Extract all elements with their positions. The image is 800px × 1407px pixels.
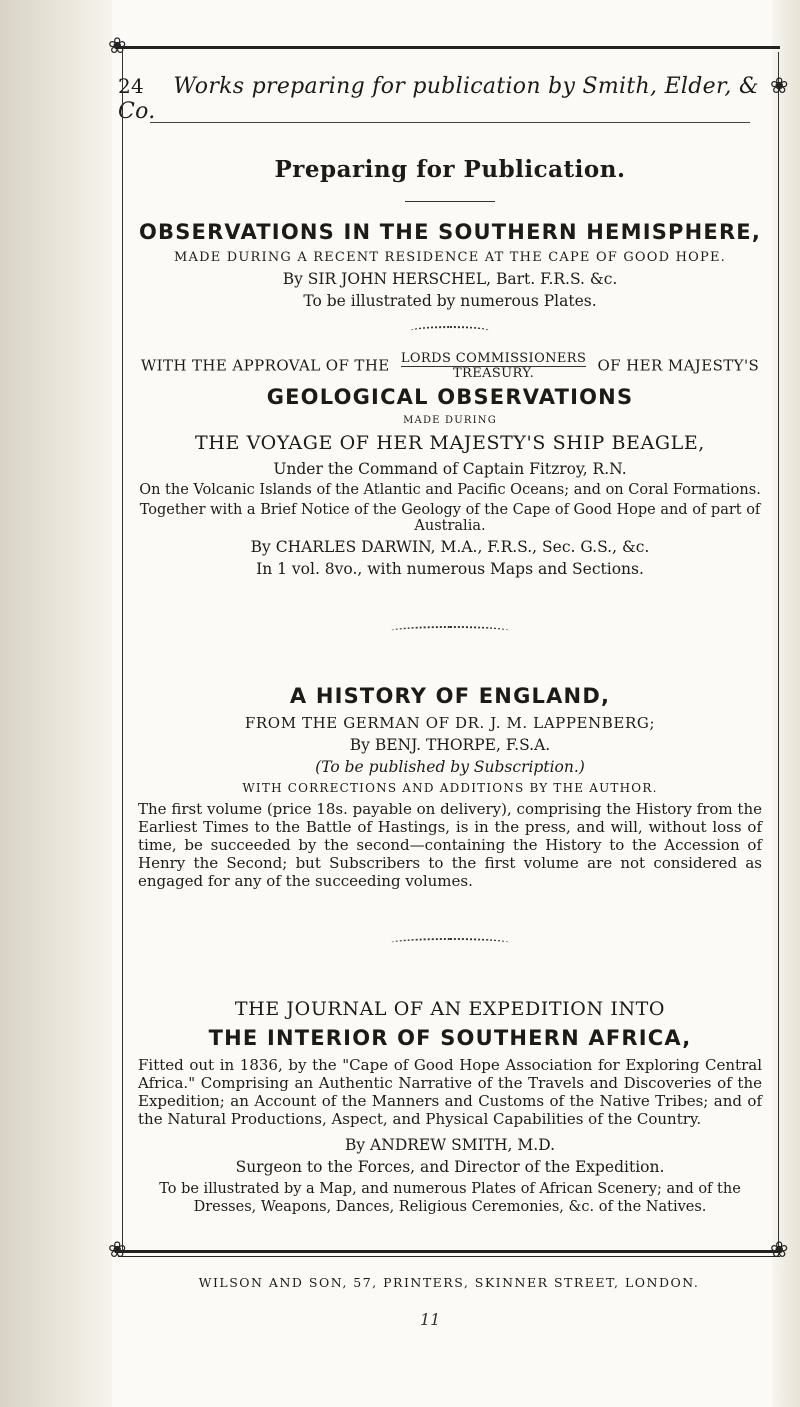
printer-imprint: WILSON AND SON, 57, PRINTERS, SKINNER STREET, LONDON. <box>198 1275 700 1290</box>
herschel-author: By SIR JOHN HERSCHEL, Bart. F.R.S. &c. <box>282 270 618 288</box>
history-subscription: (To be published by Subscription.) <box>315 758 585 776</box>
approval-post: OF HER MAJESTY'S <box>597 356 760 375</box>
divider-ornament <box>390 626 510 636</box>
divider-ornament <box>390 938 510 948</box>
heading-rule <box>405 201 495 202</box>
darwin-made-during: MADE DURING <box>403 415 497 426</box>
herschel-subtitle: MADE DURING A RECENT RESIDENCE AT THE CAPE OF GOOD HOPE. <box>174 250 726 265</box>
ornament-top-left-icon: ❀ <box>108 34 127 59</box>
africa-paragraph: Fitted out in 1836, by the "Cape of Good Hope Association for Exploring Central Africa." Comprising an Authentic Narrative of the Travels and Discoveries of the Expedition; an Account of the Manners and Customs of the Native Tribes; and of the Natural Productions, Aspect, and Physical Capabilities of the Country. <box>138 1056 762 1128</box>
running-title: Works preparing for publication by Smith, Elder, & Co. <box>118 74 759 124</box>
herschel-note: To be illustrated by numerous Plates. <box>303 292 597 310</box>
bottom-border-rule <box>118 1250 780 1253</box>
history-from: FROM THE GERMAN OF DR. J. M. LAPPENBERG; <box>244 714 656 732</box>
approval-frac-bottom: TREASURY. <box>452 366 535 381</box>
darwin-author: By CHARLES DARWIN, M.A., F.R.S., Sec. G.S., &c. <box>250 538 650 556</box>
darwin-command: Under the Command of Captain Fitzroy, R.N. <box>273 460 627 478</box>
section-heading: Preparing for Publication. <box>274 156 626 183</box>
history-author: By BENJ. THORPE, F.S.A. <box>349 736 551 754</box>
africa-author: By ANDREW SMITH, M.D. <box>344 1136 556 1154</box>
darwin-note: In 1 vol. 8vo., with numerous Maps and Sections. <box>256 560 644 578</box>
history-title: A HISTORY OF ENGLAND, <box>289 684 611 708</box>
darwin-title: GEOLOGICAL OBSERVATIONS <box>266 385 634 409</box>
bottom-border-rule-thin <box>118 1256 780 1257</box>
darwin-voyage: THE VOYAGE OF HER MAJESTY'S SHIP BEAGLE, <box>195 432 705 454</box>
ornament-bottom-right-icon: ❀ <box>770 1238 789 1263</box>
darwin-line-1: On the Volcanic Islands of the Atlantic and Pacific Oceans; and on Coral Formations. <box>139 482 761 498</box>
handwritten-mark: 11 <box>420 1310 441 1329</box>
divider-ornament <box>410 326 490 336</box>
africa-title-pre: THE JOURNAL OF AN EXPEDITION INTO <box>234 998 666 1020</box>
page-right-edge <box>772 0 800 1407</box>
africa-author-role: Surgeon to the Forces, and Director of the Expedition. <box>235 1158 665 1176</box>
header-rule <box>150 122 750 123</box>
ornament-bottom-left-icon: ❀ <box>108 1238 127 1263</box>
work-herschel <box>134 220 766 310</box>
frame-right-rule <box>778 52 779 1252</box>
ornament-top-right-icon: ❀ <box>770 74 789 99</box>
herschel-title: OBSERVATIONS IN THE SOUTHERN HEMISPHERE, <box>138 220 762 244</box>
darwin-approval <box>134 352 766 381</box>
work-darwin <box>134 352 766 578</box>
approval-pre: WITH THE APPROVAL OF THE <box>140 356 390 375</box>
africa-title: THE INTERIOR OF SOUTHERN AFRICA, <box>208 1026 692 1050</box>
frame-left-rule <box>122 52 123 1252</box>
top-border-rule <box>118 46 780 49</box>
darwin-line-2: Together with a Brief Notice of the Geology of the Cape of Good Hope and of part of Australia. <box>139 502 761 534</box>
history-corrections: WITH CORRECTIONS AND ADDITIONS BY THE AUTHOR. <box>242 781 658 795</box>
work-lappenberg <box>134 684 766 890</box>
running-header <box>118 74 780 124</box>
approval-frac-top: LORDS COMMISSIONERS <box>400 351 587 366</box>
work-smith <box>134 998 766 1216</box>
page-content <box>134 150 766 1220</box>
page-gutter <box>0 0 112 1407</box>
history-paragraph: The first volume (price 18s. payable on delivery), comprising the History from the Earliest Times to the Battle of Hastings, is in the press, and will, without loss of time, be succeeded by the second—containing the History to the Accession of Henry the Second; but Subscribers to the first volume are not considered as engaged for any of the succeeding volumes. <box>138 800 762 890</box>
page-number: 24 <box>118 74 145 98</box>
africa-note: To be illustrated by a Map, and numerous Plates of African Scenery; and of the Dresses, Weapons, Dances, Religious Ceremonies, &c. of the Natives. <box>159 1181 741 1215</box>
